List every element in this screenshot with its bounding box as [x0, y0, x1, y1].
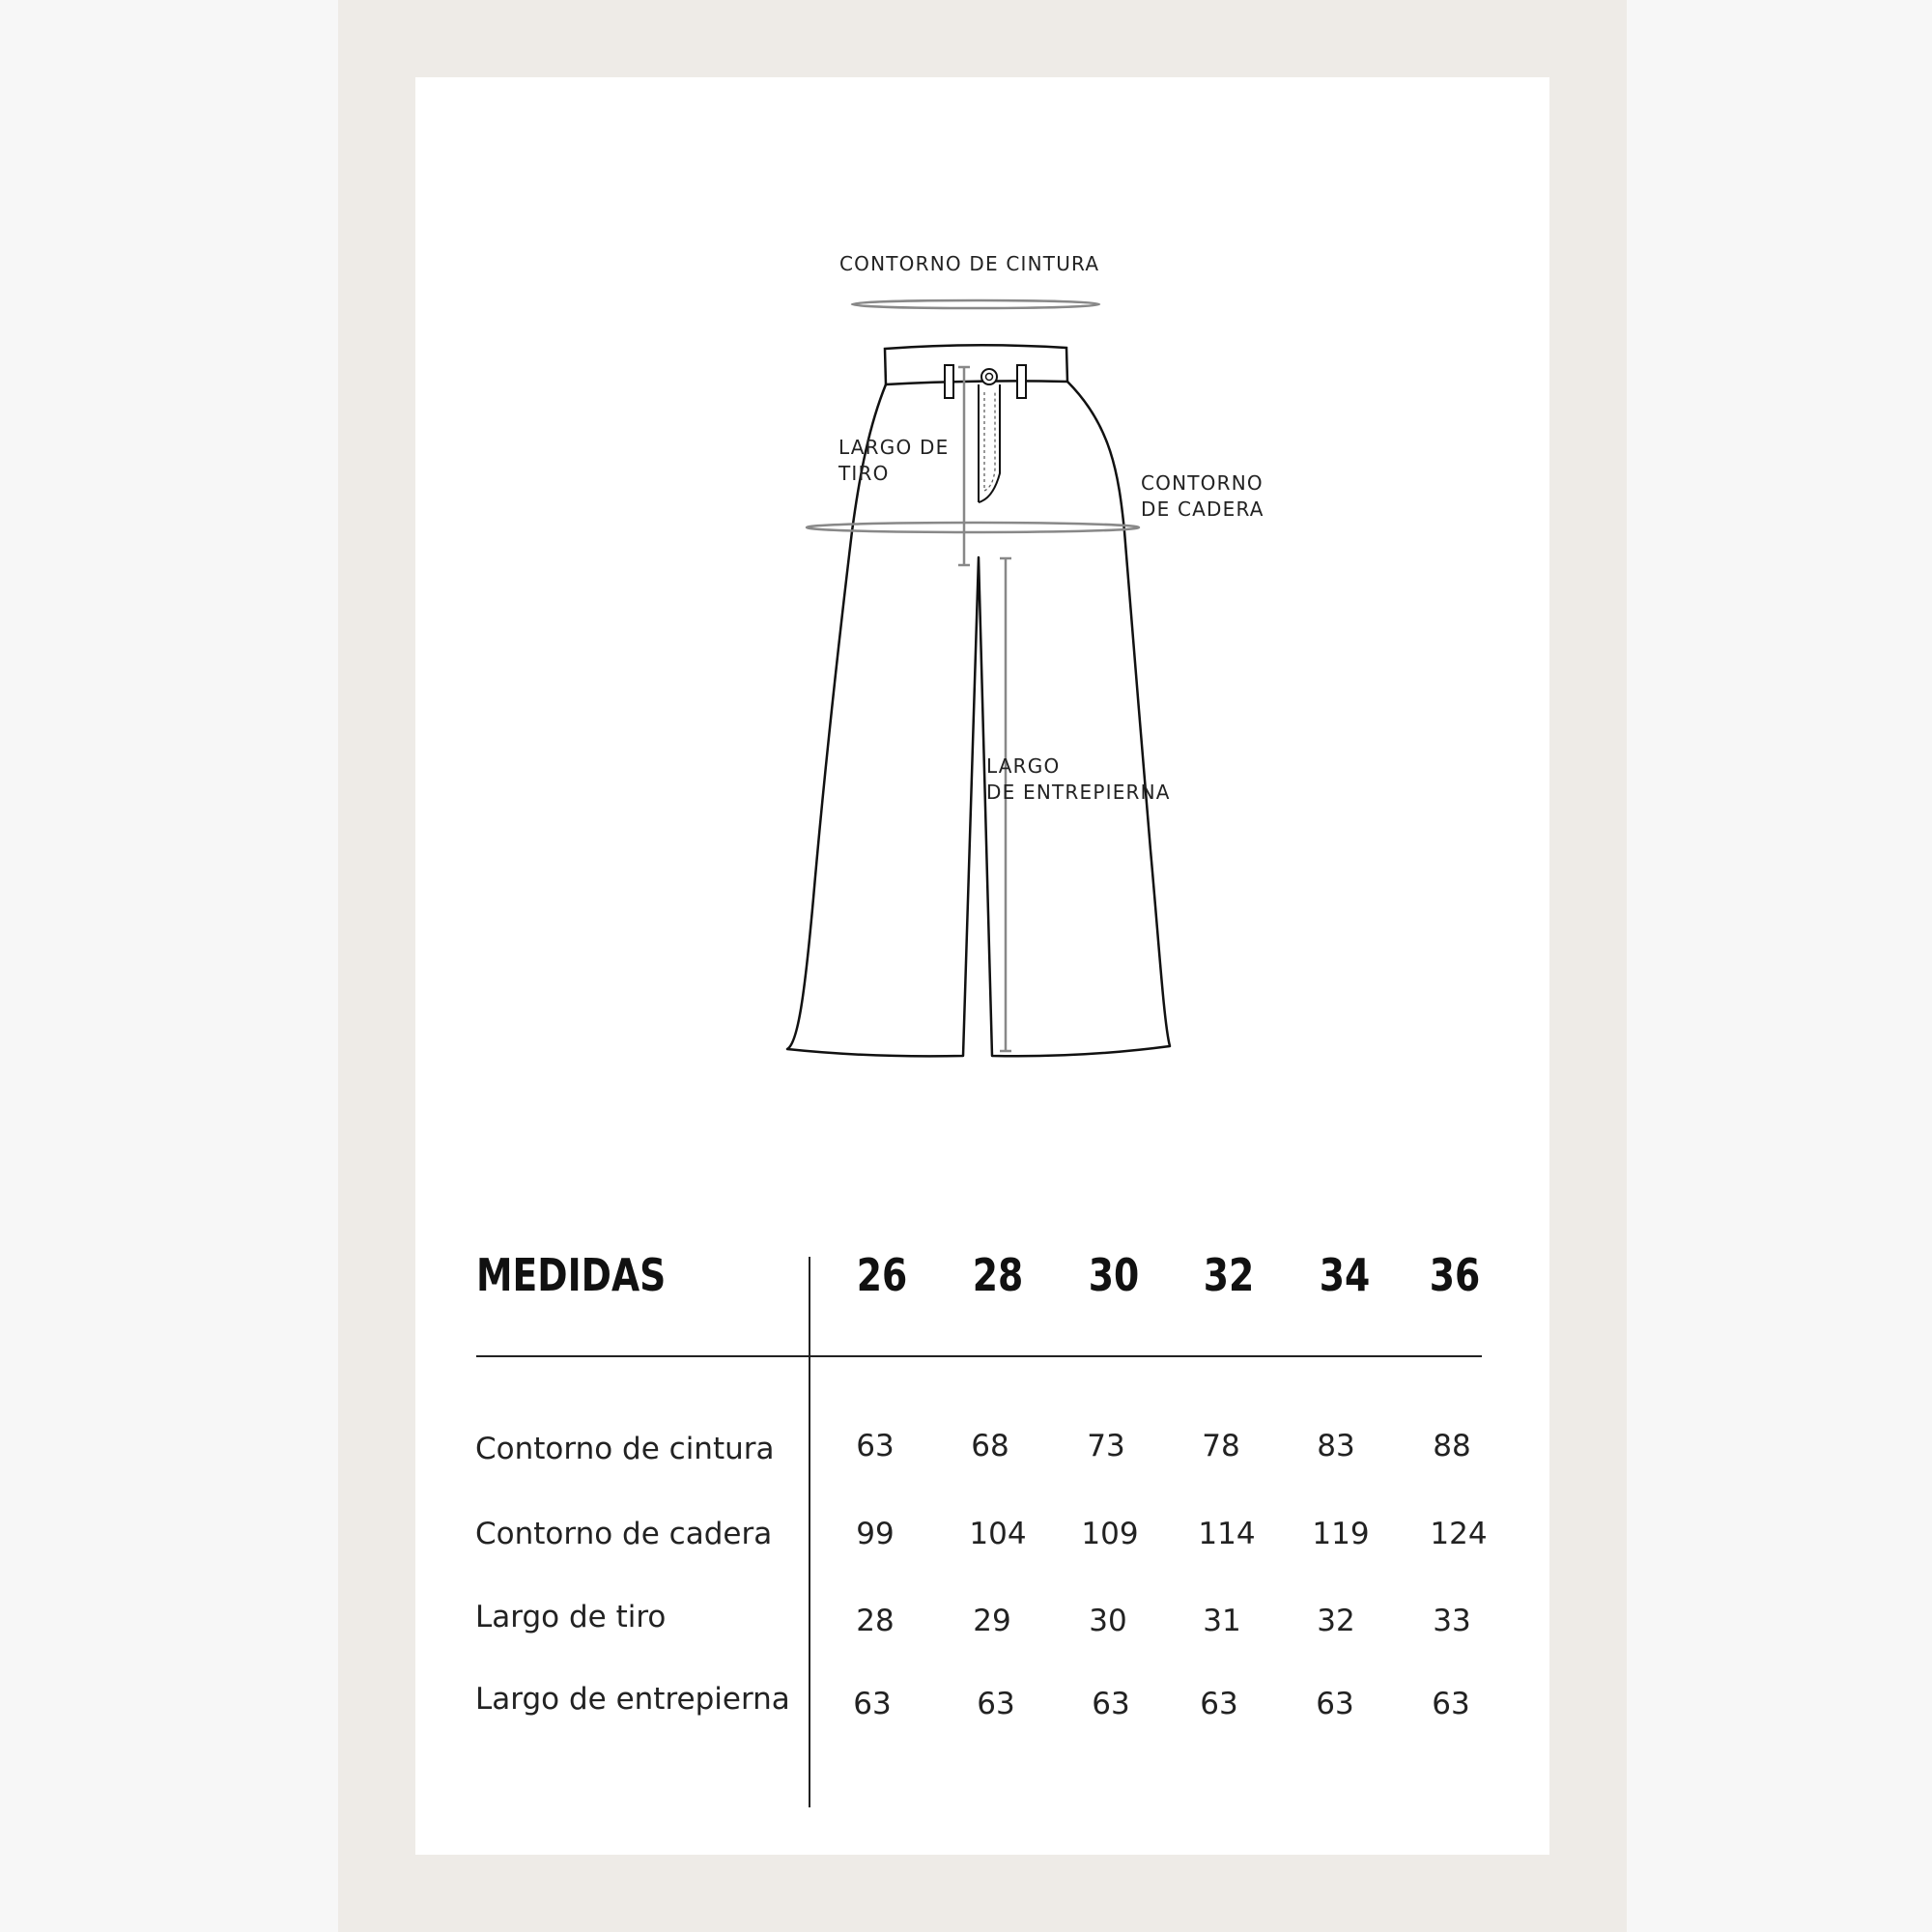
table-cell: 63 [853, 1687, 892, 1721]
table-cell: 119 [1312, 1517, 1370, 1551]
table-cell: 31 [1203, 1604, 1241, 1638]
table-cell: 33 [1433, 1604, 1471, 1638]
row-label-rise: Largo de tiro [475, 1600, 667, 1634]
header-divider [476, 1355, 1482, 1357]
table-title: MEDIDAS [476, 1249, 667, 1301]
table-cell: 88 [1433, 1429, 1471, 1463]
size-header: 30 [1088, 1249, 1140, 1301]
table-cell: 30 [1089, 1604, 1127, 1638]
button-icon [981, 369, 997, 384]
table-cell: 28 [856, 1604, 895, 1638]
rise-label-line1: LARGO DE [838, 436, 950, 459]
size-header: 34 [1319, 1249, 1371, 1301]
row-label-hip: Contorno de cadera [475, 1517, 773, 1551]
rise-label-line2: TIRO [838, 462, 890, 485]
table-cell: 29 [973, 1604, 1011, 1638]
belt-loop-right [1017, 365, 1026, 398]
rise-measure-icon [958, 367, 970, 565]
hip-label-line2: DE CADERA [1141, 497, 1264, 521]
table-cell: 83 [1317, 1429, 1355, 1463]
column-divider [809, 1257, 810, 1807]
size-header: 26 [856, 1249, 908, 1301]
table-cell: 99 [856, 1517, 895, 1551]
hip-ellipse-icon [807, 523, 1139, 532]
table-cell: 114 [1198, 1517, 1256, 1551]
inseam-label [986, 753, 1171, 806]
size-header: 32 [1203, 1249, 1255, 1301]
table-cell: 104 [969, 1517, 1027, 1551]
table-cell: 63 [1316, 1687, 1354, 1721]
table-cell: 63 [977, 1687, 1015, 1721]
row-label-waist: Contorno de cintura [475, 1432, 775, 1466]
hip-label [1141, 470, 1264, 523]
size-header: 28 [972, 1249, 1024, 1301]
rise-label [838, 435, 949, 487]
row-label-inseam: Largo de entrepierna [475, 1682, 790, 1717]
waist-ellipse-icon [852, 300, 1099, 308]
table-cell: 73 [1087, 1429, 1125, 1463]
waistband [885, 345, 1067, 384]
hip-label-line1: CONTORNO [1141, 471, 1264, 495]
table-cell: 78 [1202, 1429, 1240, 1463]
belt-loop-left [945, 365, 953, 398]
table-cell: 63 [1092, 1687, 1130, 1721]
size-header: 36 [1429, 1249, 1481, 1301]
waist-label: CONTORNO DE CINTURA [839, 252, 1100, 275]
table-cell: 109 [1081, 1517, 1139, 1551]
table-cell: 124 [1430, 1517, 1488, 1551]
table-cell: 63 [856, 1429, 895, 1463]
table-cell: 32 [1317, 1604, 1355, 1638]
inseam-label-line2: DE ENTREPIERNA [986, 781, 1171, 804]
wide-leg-pants-illustration [415, 77, 1549, 1855]
size-chart-card [415, 77, 1549, 1855]
table-cell: 63 [1200, 1687, 1238, 1721]
table-cell: 68 [971, 1429, 1009, 1463]
inseam-label-line1: LARGO [986, 754, 1061, 778]
fly-stitch [979, 384, 1000, 502]
table-cell: 63 [1432, 1687, 1470, 1721]
